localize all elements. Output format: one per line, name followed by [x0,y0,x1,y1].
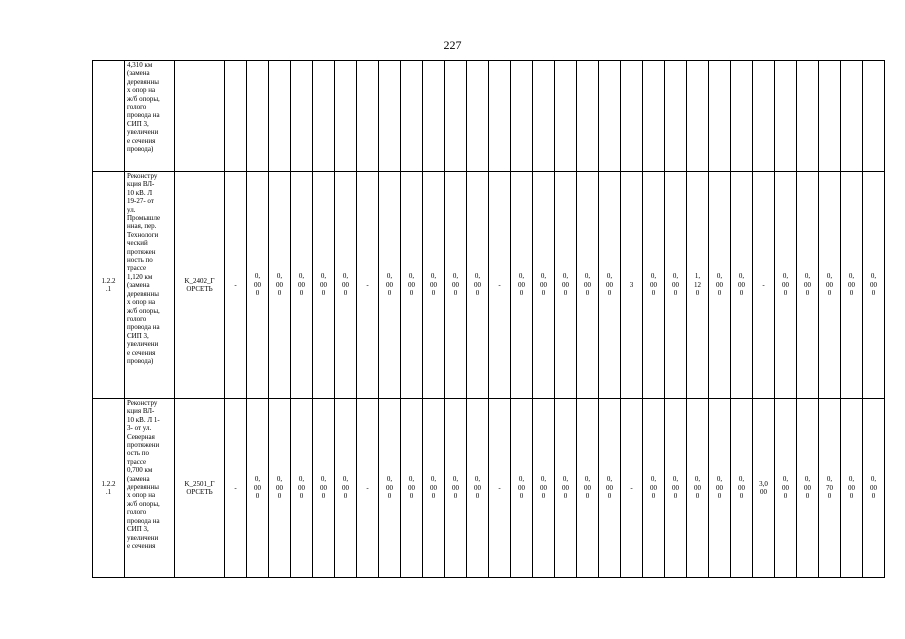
item-number-cell [93,61,125,172]
value-cell: 0, 70 0 [819,399,841,578]
value-cell: 0, 00 0 [313,399,335,578]
value-cell: - [753,172,775,399]
table-row [93,172,885,399]
value-cell: 0, 00 0 [797,399,819,578]
value-cell: 0, 00 0 [599,172,621,399]
value-cell: 1, 12 0 [687,172,709,399]
value-cell: - [489,399,511,578]
value-cell [863,61,885,172]
value-cell [401,61,423,172]
value-cell [357,61,379,172]
value-cell [533,61,555,172]
data-table [92,60,885,578]
value-cell [489,61,511,172]
value-cell: 0, 00 0 [577,399,599,578]
value-cell: - [621,399,643,578]
value-cell [665,61,687,172]
value-cell: 0, 00 0 [665,172,687,399]
value-cell: - [357,172,379,399]
value-cell: 0, 00 0 [511,172,533,399]
value-cell: - [357,399,379,578]
value-cell [291,61,313,172]
value-cell [445,61,467,172]
value-cell [335,61,357,172]
value-cell: 0, 00 0 [247,399,269,578]
item-number-cell: 1.2.2 .1 [93,172,125,399]
value-cell [555,61,577,172]
value-cell: 0, 00 0 [863,399,885,578]
value-cell: 0, 00 0 [841,399,863,578]
value-cell: 0, 00 0 [401,399,423,578]
value-cell: 0, 00 0 [401,172,423,399]
value-cell: 0, 00 0 [863,172,885,399]
value-cell: 0, 00 0 [533,399,555,578]
value-cell [775,61,797,172]
value-cell [819,61,841,172]
value-cell [599,61,621,172]
value-cell [841,61,863,172]
value-cell: 0, 00 0 [445,399,467,578]
value-cell: - [225,399,247,578]
value-cell: 0, 00 0 [511,399,533,578]
table-row [93,399,885,578]
value-cell [247,61,269,172]
value-cell [731,61,753,172]
value-cell: 0, 00 0 [335,399,357,578]
value-cell: 0, 00 0 [643,399,665,578]
value-cell [467,61,489,172]
value-cell: 0, 00 0 [467,399,489,578]
value-cell: 0, 00 0 [555,399,577,578]
value-cell: 0, 00 0 [247,172,269,399]
value-cell: 0, 00 0 [555,172,577,399]
page-number: 227 [443,38,462,52]
value-cell: - [489,172,511,399]
value-cell [643,61,665,172]
value-cell: 0, 00 0 [819,172,841,399]
value-cell: 0, 00 0 [379,399,401,578]
value-cell [577,61,599,172]
value-cell [621,61,643,172]
value-cell: 0, 00 0 [775,172,797,399]
project-code-cell: K_2501_Г ОРСЕТЬ [175,399,225,578]
item-number-cell: 1.2.2 .1 [93,399,125,578]
value-cell: 0, 00 0 [709,399,731,578]
value-cell [511,61,533,172]
value-cell [687,61,709,172]
value-cell: 3 [621,172,643,399]
value-cell: 0, 00 0 [731,399,753,578]
description-cell: Реконстру кция ВЛ- 10 кВ. Л 19-27- от ул. Промышле нная, пер. Технологи ческий протяжен ность по трассе 1,120 км (замена деревянны х опор на ж/б опоры, голого провода на СИП 3, увеличени е сечения провода) [125,172,175,399]
table-row [93,61,885,172]
value-cell: 0, 00 0 [665,399,687,578]
value-cell: 0, 00 0 [533,172,555,399]
value-cell: 0, 00 0 [731,172,753,399]
value-cell: - [225,172,247,399]
value-cell: 0, 00 0 [775,399,797,578]
value-cell: 0, 00 0 [841,172,863,399]
value-cell: 0, 00 0 [687,399,709,578]
value-cell: 0, 00 0 [423,172,445,399]
value-cell: 3,0 00 [753,399,775,578]
value-cell [423,61,445,172]
value-cell [225,61,247,172]
value-cell: 0, 00 0 [445,172,467,399]
description-cell: Реконстру кция ВЛ- 10 кВ. Л 1- 3- от ул. Северная протяжени ость по трассе 0,700 км (замена деревянны х опор на ж/б опоры, голого провода на СИП 3, увеличени е сечения [125,399,175,578]
value-cell: 0, 00 0 [335,172,357,399]
value-cell: 0, 00 0 [269,172,291,399]
value-cell [313,61,335,172]
project-code-cell: K_2402_Г ОРСЕТЬ [175,172,225,399]
project-code-cell [175,61,225,172]
value-cell: 0, 00 0 [599,399,621,578]
value-cell: 0, 00 0 [423,399,445,578]
value-cell: 0, 00 0 [291,172,313,399]
value-cell [269,61,291,172]
value-cell [709,61,731,172]
value-cell: 0, 00 0 [379,172,401,399]
value-cell: 0, 00 0 [291,399,313,578]
value-cell: 0, 00 0 [709,172,731,399]
description-cell: 4,310 км (замена деревянны х опор на ж/б опоры, голого провода на СИП 3, увеличени е сечения провода) [125,61,175,172]
value-cell [753,61,775,172]
value-cell: 0, 00 0 [577,172,599,399]
value-cell [379,61,401,172]
value-cell: 0, 00 0 [467,172,489,399]
value-cell: 0, 00 0 [313,172,335,399]
value-cell [797,61,819,172]
value-cell: 0, 00 0 [643,172,665,399]
value-cell: 0, 00 0 [269,399,291,578]
value-cell: 0, 00 0 [797,172,819,399]
